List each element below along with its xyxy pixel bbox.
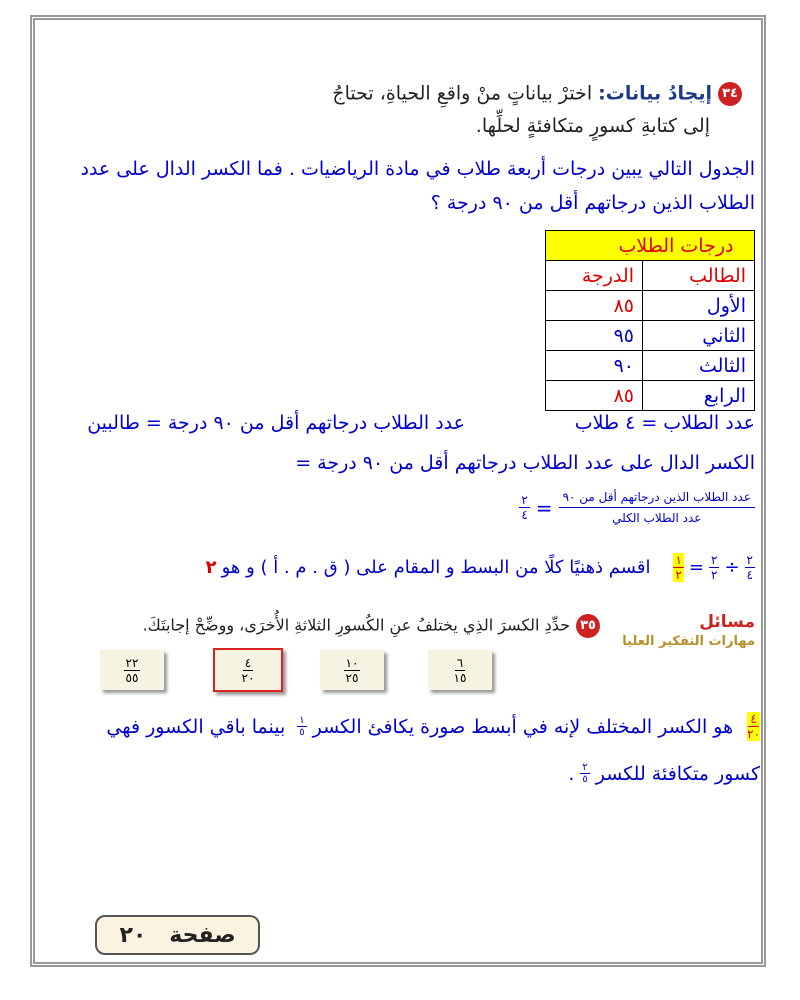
simplified-den: ٢ — [675, 568, 682, 582]
cell: ٨٥ — [546, 381, 643, 411]
cell: الثاني — [643, 321, 755, 351]
fraction-intro: الكسر الدال على عدد الطلاب درجاتهم أقل من ٩٠ درجة = — [295, 452, 755, 474]
table-row — [546, 351, 755, 381]
cell: الثالث — [643, 351, 755, 381]
equals: = — [688, 557, 704, 578]
frac-numerator: عدد الطلاب الذين درجاتهم أقل من ٩٠ — [559, 487, 755, 508]
div-a-num: ٢ — [746, 553, 753, 567]
answer-text3: كسور متكافئة للكسر — [595, 762, 760, 785]
q35-text: حدِّدِ الكسرَ الذِي يختلفُ عنِ الكُسورِ الثلاثةِ الأُخرَى، ووضِّحْ إجابتَكَ. — [142, 615, 570, 635]
f1-den: ٥ — [299, 727, 305, 738]
q35-number-badge: ٣٥ — [576, 614, 600, 638]
frac-denominator: عدد الطلاب الكلي — [612, 511, 702, 525]
option-den: ٢٥ — [345, 670, 359, 685]
table-row — [546, 381, 755, 411]
div-b-num: ٢ — [711, 553, 718, 567]
q34-number-badge: ٣٤ — [718, 82, 742, 106]
divide-sign: ÷ — [724, 557, 740, 578]
option-num: ٤ — [244, 655, 252, 670]
q34-line1 — [332, 82, 742, 106]
page-number: ٢٠ — [119, 922, 147, 948]
f2-num: ٢ — [582, 762, 588, 773]
table-row — [546, 291, 755, 321]
cell: الرابع — [643, 381, 755, 411]
header-grade: الدرجة — [546, 261, 643, 291]
gcd-value: ٢ — [205, 557, 217, 578]
q34-keyword: إيجادُ بيانات: — [598, 82, 712, 105]
table-title: درجات الطلاب — [546, 231, 755, 261]
option-den: ٥٥ — [125, 670, 139, 685]
cell: ٩٥ — [546, 321, 643, 351]
answer-den: ٢٠ — [747, 727, 760, 741]
section-title: مسائل — [699, 612, 755, 632]
div-b-den: ٢ — [711, 568, 718, 582]
option-num: ١٠ — [345, 655, 359, 670]
answer-text2: بينما باقي الكسور فهي — [106, 715, 286, 738]
intro-line2: الطلاب الذين درجاتهم أقل من ٩٠ درجة ؟ — [430, 192, 755, 214]
option-num: ٦ — [456, 655, 464, 670]
explain-text: اقسم ذهنيًا كلًا من البسط و المقام على ( ق . م . أ ) و هو — [221, 557, 651, 578]
option-num: ٢٢ — [125, 655, 139, 670]
f1-num: ١ — [299, 715, 305, 726]
table-row — [546, 321, 755, 351]
answer-text1: هو الكسر المختلف لإنه في أبسط صورة يكافئ الكسر — [312, 715, 734, 738]
grades-table — [545, 230, 755, 411]
result-num: ٢ — [521, 493, 528, 507]
equals: = — [535, 495, 553, 520]
header-student: الطالب — [643, 261, 755, 291]
q35-line — [143, 614, 600, 638]
simplified-num: ١ — [675, 553, 682, 567]
option-box — [100, 650, 164, 690]
q34-line2: إلى كتابةِ كسورٍ متكافئةٍ لحلِّها. — [475, 115, 710, 137]
intro-line1: الجدول التالي يبين درجات أربعة طلاب في مادة الرياضيات . فما الكسر الدال على عدد — [80, 158, 755, 180]
answer-num: ٤ — [750, 712, 757, 726]
period: . — [568, 762, 575, 785]
simplification-line — [206, 553, 755, 582]
option-box — [320, 650, 384, 690]
option-box-selected — [213, 648, 283, 692]
answer-line2 — [568, 762, 760, 785]
option-box — [428, 650, 492, 690]
count-below: عدد الطلاب درجاتهم أقل من ٩٠ درجة = طالبين — [87, 412, 465, 434]
q34-text: اخترْ بياناتٍ منْ واقعِ الحياةِ، تحتاجُ — [332, 82, 593, 105]
option-den: ١٥ — [453, 670, 467, 685]
section-subtitle: مهارات التفكير العليا — [622, 634, 755, 649]
count-total: عدد الطلاب = ٤ طلاب — [574, 412, 755, 434]
f2-den: ٥ — [582, 774, 588, 785]
page-number-box — [95, 915, 260, 955]
cell: ٨٥ — [546, 291, 643, 321]
cell: الأول — [643, 291, 755, 321]
fraction-definition — [519, 487, 755, 528]
page-label: صفحة — [169, 922, 236, 948]
answer-line1 — [106, 712, 760, 741]
option-den: ٢٠ — [241, 670, 255, 685]
result-den: ٤ — [521, 508, 528, 522]
cell: ٩٠ — [546, 351, 643, 381]
div-a-den: ٤ — [746, 568, 753, 582]
